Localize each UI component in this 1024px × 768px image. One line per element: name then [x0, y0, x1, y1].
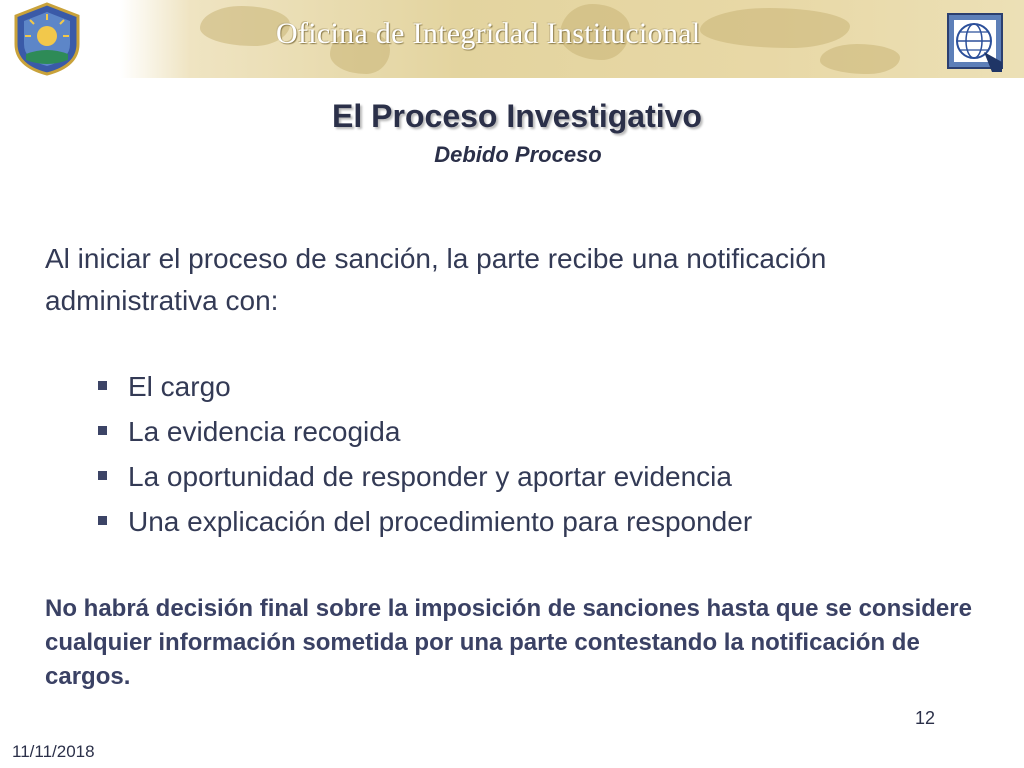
square-bullet-icon	[98, 426, 107, 435]
page-number: 12	[915, 708, 936, 728]
banner-title: Oficina de Integridad Institucional	[276, 17, 701, 50]
slide-subtitle: Debido Proceso	[434, 142, 602, 167]
square-bullet-icon	[98, 516, 107, 525]
slide-title: El Proceso Investigativo	[332, 98, 702, 134]
footer-date: 11/11/2018	[12, 742, 95, 761]
seal-emblem-icon	[12, 2, 82, 76]
closing-note: No habrá decisión final sobre la imposición de sanciones hasta que se considere cualquier información sometida por una parte contestando la notificación de cargos.	[45, 595, 972, 690]
bullet-text: Una explicación del procedimiento para responder	[128, 506, 753, 537]
bullet-text: El cargo	[128, 371, 231, 402]
intro-paragraph: Al iniciar el proceso de sanción, la parte recibe una notificación administrativa con:	[45, 243, 827, 316]
map-continent-shape	[820, 44, 900, 74]
bullet-list	[98, 366, 752, 546]
bullet-item	[98, 501, 752, 546]
bullet-item	[98, 366, 752, 411]
map-continent-shape	[700, 8, 850, 48]
bullet-text: La oportunidad de responder y aportar evidencia	[128, 461, 732, 492]
bullet-item	[98, 456, 752, 501]
globe-icon	[940, 8, 1010, 74]
square-bullet-icon	[98, 381, 107, 390]
bullet-text: La evidencia recogida	[128, 416, 401, 447]
bullet-item	[98, 411, 752, 456]
square-bullet-icon	[98, 471, 107, 480]
header-banner	[0, 0, 1024, 78]
